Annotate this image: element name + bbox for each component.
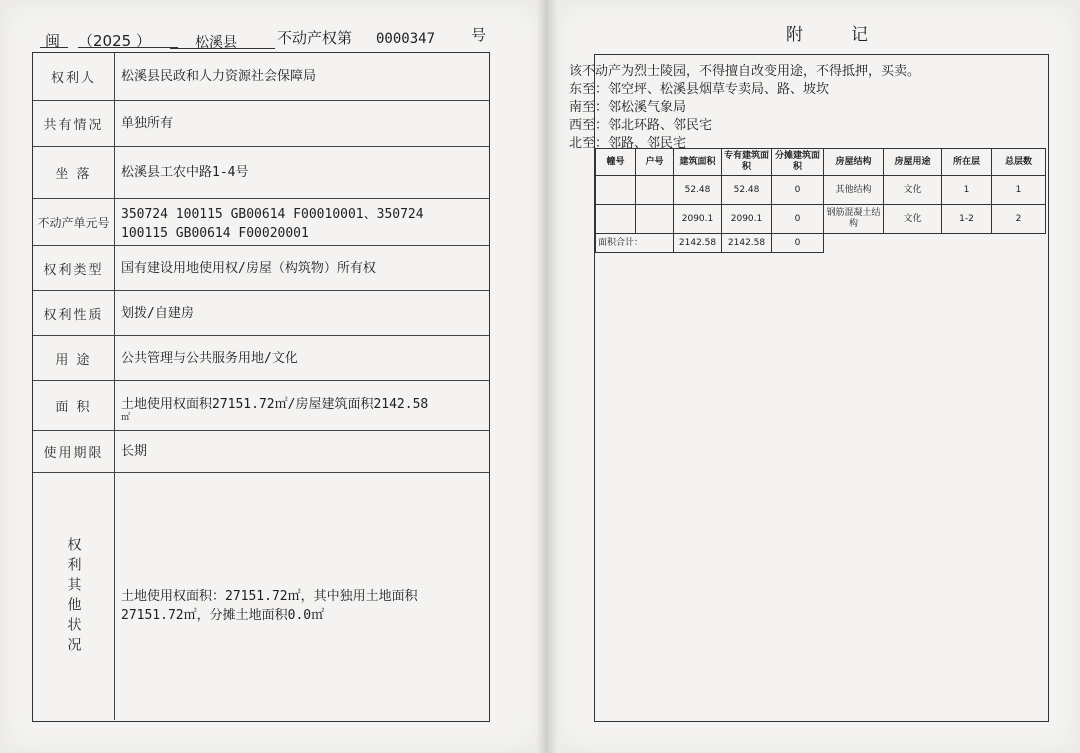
- table-cell: 2090.1: [722, 205, 772, 234]
- appendix-note: 该不动产为烈士陵园，不得擅自改变用途，不得抵押，买卖。: [569, 64, 921, 79]
- table-row: [596, 176, 1046, 205]
- table-cell: [596, 205, 636, 234]
- row-value: 长期: [121, 444, 148, 459]
- row-label: 用 途: [33, 336, 115, 380]
- building-table: [595, 148, 1046, 253]
- column-header: 所在层: [942, 149, 992, 176]
- table-cell: 1: [992, 176, 1046, 205]
- table-cell: 2090.1: [674, 205, 722, 234]
- table-row: [33, 336, 489, 381]
- table-cell: 52.48: [722, 176, 772, 205]
- appendix-note: 西至：邻北环路、邻民宅: [569, 118, 713, 133]
- county-name: 松溪县: [195, 35, 237, 51]
- table-cell: [596, 176, 636, 205]
- appendix-note: 东至：邻空坪、松溪县烟草专卖局、路、坡坎: [569, 82, 830, 97]
- total-exclusive-area: 2142.58: [722, 234, 772, 253]
- row-label: 使用期限: [33, 431, 115, 472]
- row-value: 土地使用权面积：27151.72㎡，其中独用土地面积 27151.72㎡，分摊土地面积0.0㎡: [121, 589, 418, 623]
- appendix-note: 南至：邻松溪气象局: [569, 100, 687, 115]
- certificate-suffix: 号: [471, 26, 487, 44]
- row-value: 划拨/自建房: [121, 305, 194, 321]
- row-label: 权利类型: [33, 246, 115, 290]
- table-cell: 52.48: [674, 176, 722, 205]
- row-label: 不动产单元号: [33, 199, 115, 245]
- column-header: 户号: [636, 149, 674, 176]
- table-cell: 文化: [884, 205, 942, 234]
- row-value: 松溪县工农中路1-4号: [121, 165, 249, 180]
- table-row: [33, 381, 489, 431]
- total-building-area: 2142.58: [674, 234, 722, 253]
- row-label: 坐 落: [33, 147, 115, 198]
- table-row: [33, 199, 489, 246]
- province-code: 闽: [45, 32, 61, 50]
- table-cell: 0: [772, 176, 824, 205]
- appendix-title: 附记: [786, 25, 916, 45]
- certificate-label: 不动产权第: [277, 29, 353, 47]
- table-cell: 1-2: [942, 205, 992, 234]
- row-label: 共有情况: [33, 101, 115, 146]
- table-cell: [636, 205, 674, 234]
- row-label: 权利其他状况: [33, 473, 115, 720]
- table-header-row: [596, 149, 1046, 176]
- column-header: 幢号: [596, 149, 636, 176]
- column-header: 建筑面积: [674, 149, 722, 176]
- total-label: 面积合计：: [596, 234, 674, 253]
- row-value: 国有建设用地使用权/房屋（构筑物）所有权: [121, 260, 376, 276]
- row-value: 公共管理与公共服务用地/文化: [121, 350, 298, 366]
- row-value: 松溪县民政和人力资源社会保障局: [121, 69, 317, 84]
- table-row: [33, 53, 489, 101]
- row-value: 单独所有: [121, 116, 174, 131]
- appendix-note: 北至：邻路、邻民宅: [569, 136, 687, 151]
- table-cell: 0: [772, 205, 824, 234]
- column-header: 总层数: [992, 149, 1046, 176]
- table-cell: 文化: [884, 176, 942, 205]
- table-total-row: [596, 234, 1046, 253]
- row-value: 350724 100115 GB00614 F00010001、350724 100115 GB00614 F00020001: [121, 207, 424, 241]
- table-cell: 2: [992, 205, 1046, 234]
- table-row: [33, 101, 489, 147]
- row-label: 权利性质: [33, 291, 115, 335]
- column-header: 房屋用途: [884, 149, 942, 176]
- rights-table: [32, 52, 490, 722]
- table-cell: 其他结构: [824, 176, 884, 205]
- table-row: [33, 246, 489, 291]
- table-row: [33, 431, 489, 473]
- table-row: [33, 291, 489, 336]
- row-label: 权利人: [33, 53, 115, 100]
- table-cell: [636, 176, 674, 205]
- row-label: 面 积: [33, 381, 115, 430]
- table-row: [33, 473, 489, 720]
- table-cell: 1: [942, 176, 992, 205]
- column-header: 分摊建筑面积: [772, 149, 824, 176]
- table-row: [596, 205, 1046, 234]
- total-shared-area: 0: [772, 234, 824, 253]
- row-value: 土地使用权面积27151.72㎡/房屋建筑面积2142.58 ㎡: [121, 397, 429, 423]
- column-header: 房屋结构: [824, 149, 884, 176]
- column-header: 专有建筑面积: [722, 149, 772, 176]
- certificate-number: 0000347: [376, 31, 436, 47]
- table-row: [33, 147, 489, 199]
- certificate-year: （2025 ）: [78, 32, 151, 50]
- book-spine: [537, 0, 559, 753]
- table-cell: 钢筋混凝土结构: [824, 205, 884, 234]
